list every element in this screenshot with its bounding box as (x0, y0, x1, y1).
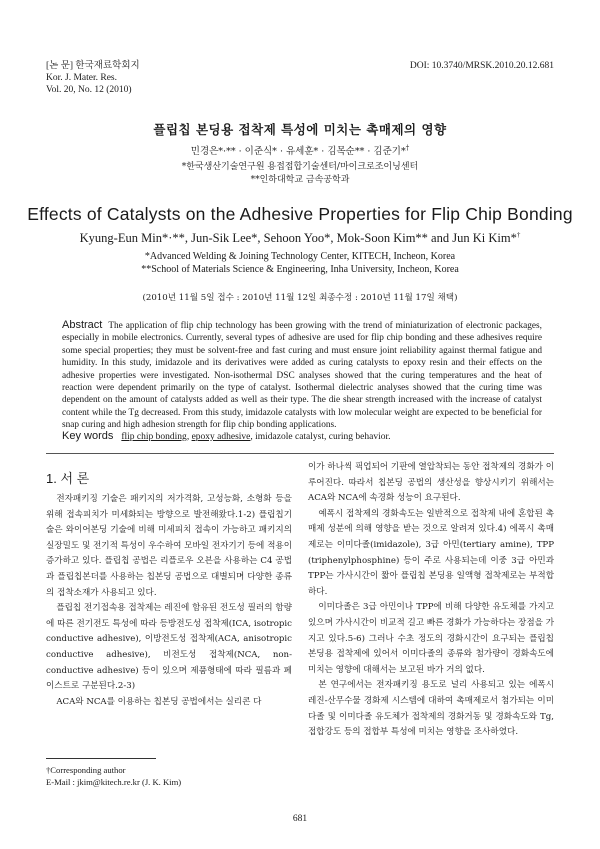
affiliation-english-2: **School of Materials Science & Engineering, Inha University, Incheon, Korea (141, 264, 459, 275)
authors-korean-text: 민경은*·** · 이준식* · 유세훈* · 김목순** · 김준기* (190, 146, 406, 157)
keyword-1: flip chip bonding (121, 432, 187, 442)
keywords: Key words flip chip bonding, epoxy adhesive, imidazole catalyst, curing behavior. (62, 430, 391, 442)
footnote (46, 764, 181, 788)
keyword-3: imidazole catalyst (255, 432, 324, 442)
footnote-rule (46, 758, 156, 759)
journal-name-en: Kor. J. Mater. Res. (46, 73, 117, 83)
keywords-label: Key words (62, 430, 114, 442)
paragraph: 플립칩 전기접속용 접착제는 레진에 함유된 전도성 필러의 함량에 따른 전기전도 특성에 따라 등방전도성 접착제(ICA, isotropic conductive adhesive), 이방전도성 접착제(ACA, anisotropic conductive adhesive), 비전도성 접착제(NCA, non-conductive adhesive) 등이 있으며 제품형태에 따라 필름과 페이스트로 구분된다.2-3) (46, 603, 292, 692)
left-column (46, 492, 292, 710)
title-korean: 플립칩 본딩용 접착제 특성에 미치는 촉매제의 영향 (153, 122, 447, 137)
authors-english (0, 231, 600, 246)
corresponding-mark: † (405, 143, 410, 152)
received-dates: (2010년 11월 5일 접수 : 2010년 11월 12일 최종수정 : 2010년 11월 17일 채택) (142, 293, 458, 303)
keyword-2: epoxy adhesive (191, 432, 251, 442)
paragraph: 전자패키징 기술은 패키지의 저가격화, 고성능화, 소형화 등을 위해 접속피치가 미세화되는 방향으로 발전해왔다.1-2) 플립칩기술은 와이어본딩 기술에 비해 미세피치 접속이 가능하고 패키지의 실장밀도 및 전기적 특성이 우수하여 모바일 전자기기 등에 적용이 증가하고 있다. 플립칩 공법은 리플로우 오븐을 사용하는 C4 공법과 플립칩본더를 사용하는 칩본딩 공법으로 대별되며 다양한 종류의 접착소재가 사용되고 있다. (46, 494, 292, 598)
keyword-4: curing behavior. (328, 432, 391, 442)
abstract-text: The application of flip chip technology has been growing with the trend of miniaturization of electronic packages, especially in mobile electronics. Currently, several types of adhesive are used for flip chip bonding and these adhesives require some special properties; they must be solvent-free and fast curing and must ensure joint reliability against thermal fatigue and humidity. In this study, imidazole and its derivatives were added as curing catalysts to epoxy resin and their effects on the adhesive properties were investigated. Non-isothermal DSC analyses showed that the curing temperatures and the heat of reaction were dependent primarily on the type of catalyst. Isothermal dielectric analyses showed that the curing time was dependent on the amount of catalysts added as well as their type. The die shear strength increased with the increase of catalyst content while the Tg decreased. From this study, imidazole catalysts with low molecular weight are expected to be beneficial for snap curing and high adhesion strength for flip chip bonding applications. (62, 321, 542, 431)
paragraph: 이미다졸은 3급 아민이나 TPP에 비해 다양한 유도체를 가지고 있으며 가사시간이 비교적 길고 빠른 경화가 가능하다는 장점을 가지고 있다.5-6) 그러나 수초 정도의 경화시간이 요구되는 플립칩 본딩용 접착제에 있어서 이미다졸의 종류와 첨가량이 경화속도에 미치는 영향에 대해서는 보고된 바가 거의 없다. (308, 602, 554, 675)
paragraph: 본 연구에서는 전자패키징 용도로 널리 사용되고 있는 에폭시 레진-산무수물 경화제 시스템에 대하여 촉매제로서 첨가되는 이미다졸 및 이미다졸 유도체가 접착제의 경화거동 및 경화속도와 Tg, 접합강도 등의 접합부 특성에 미치는 영향을 조사하였다. (308, 680, 554, 738)
right-column (308, 460, 554, 741)
section-1-title: 1. 서 론 (46, 471, 90, 486)
abstract-label: Abstract (62, 319, 103, 331)
journal-name-ko: [논 문] 한국재료학회지 (46, 61, 140, 71)
journal-volume: Vol. 20, No. 12 (2010) (46, 85, 132, 95)
authors-english-text: Kyung-Eun Min*·**, Jun-Sik Lee*, Sehoon Yoo*, Mok-Soon Kim** and Jun Ki Kim* (79, 231, 517, 245)
footnote-email: E-Mail : jkim@kitech.re.kr (J. K. Kim) (46, 777, 182, 787)
authors-korean (0, 143, 600, 159)
paragraph: 예폭시 접착제의 경화속도는 일반적으로 접착제 내에 혼합된 촉매제 성분에 의해 영향을 받는 것으로 알려져 있다.4) 에폭시 촉매제로는 이미다졸(imidazole), 3급 아민(tertiary amine), TPP (triphenylphosphine) 등이 주로 사용되는데 이중 3급 아민과 TPP는 가사시간이 짧아 플립칩 본딩용 일액형 접착제로는 부적합하다. (308, 508, 554, 597)
paragraph: ACA와 NCA를 이용하는 칩본딩 공법에서는 실리콘 다 (56, 696, 262, 707)
affiliation-korean-1: *한국생산기술연구원 용접접합기술센터/마이크로조이닝센터 (181, 162, 419, 172)
footnote-corresponding: †Corresponding author (46, 765, 126, 775)
abstract (62, 319, 542, 432)
affiliation-korean-2: **인하대학교 금속공학과 (250, 175, 350, 185)
page-number: 681 (292, 814, 308, 824)
section-divider (46, 453, 554, 454)
journal-header (46, 60, 140, 96)
paragraph: 이가 하나씩 픽업되어 기판에 열압착되는 동안 접착제의 경화가 이루어진다. 따라서 칩본딩 공법의 생산성을 향상시키기 위해서는 ACA와 NCA에 속경화 성능이 요구된다. (308, 462, 554, 504)
title-english: Effects of Catalysts on the Adhesive Properties for Flip Chip Bonding (27, 204, 573, 224)
corresponding-mark-en: † (516, 230, 521, 239)
doi: DOI: 10.3740/MRSK.2010.20.12.681 (409, 61, 554, 71)
affiliation-english-1: *Advanced Welding & Joining Technology Center, KITECH, Incheon, Korea (144, 251, 456, 262)
